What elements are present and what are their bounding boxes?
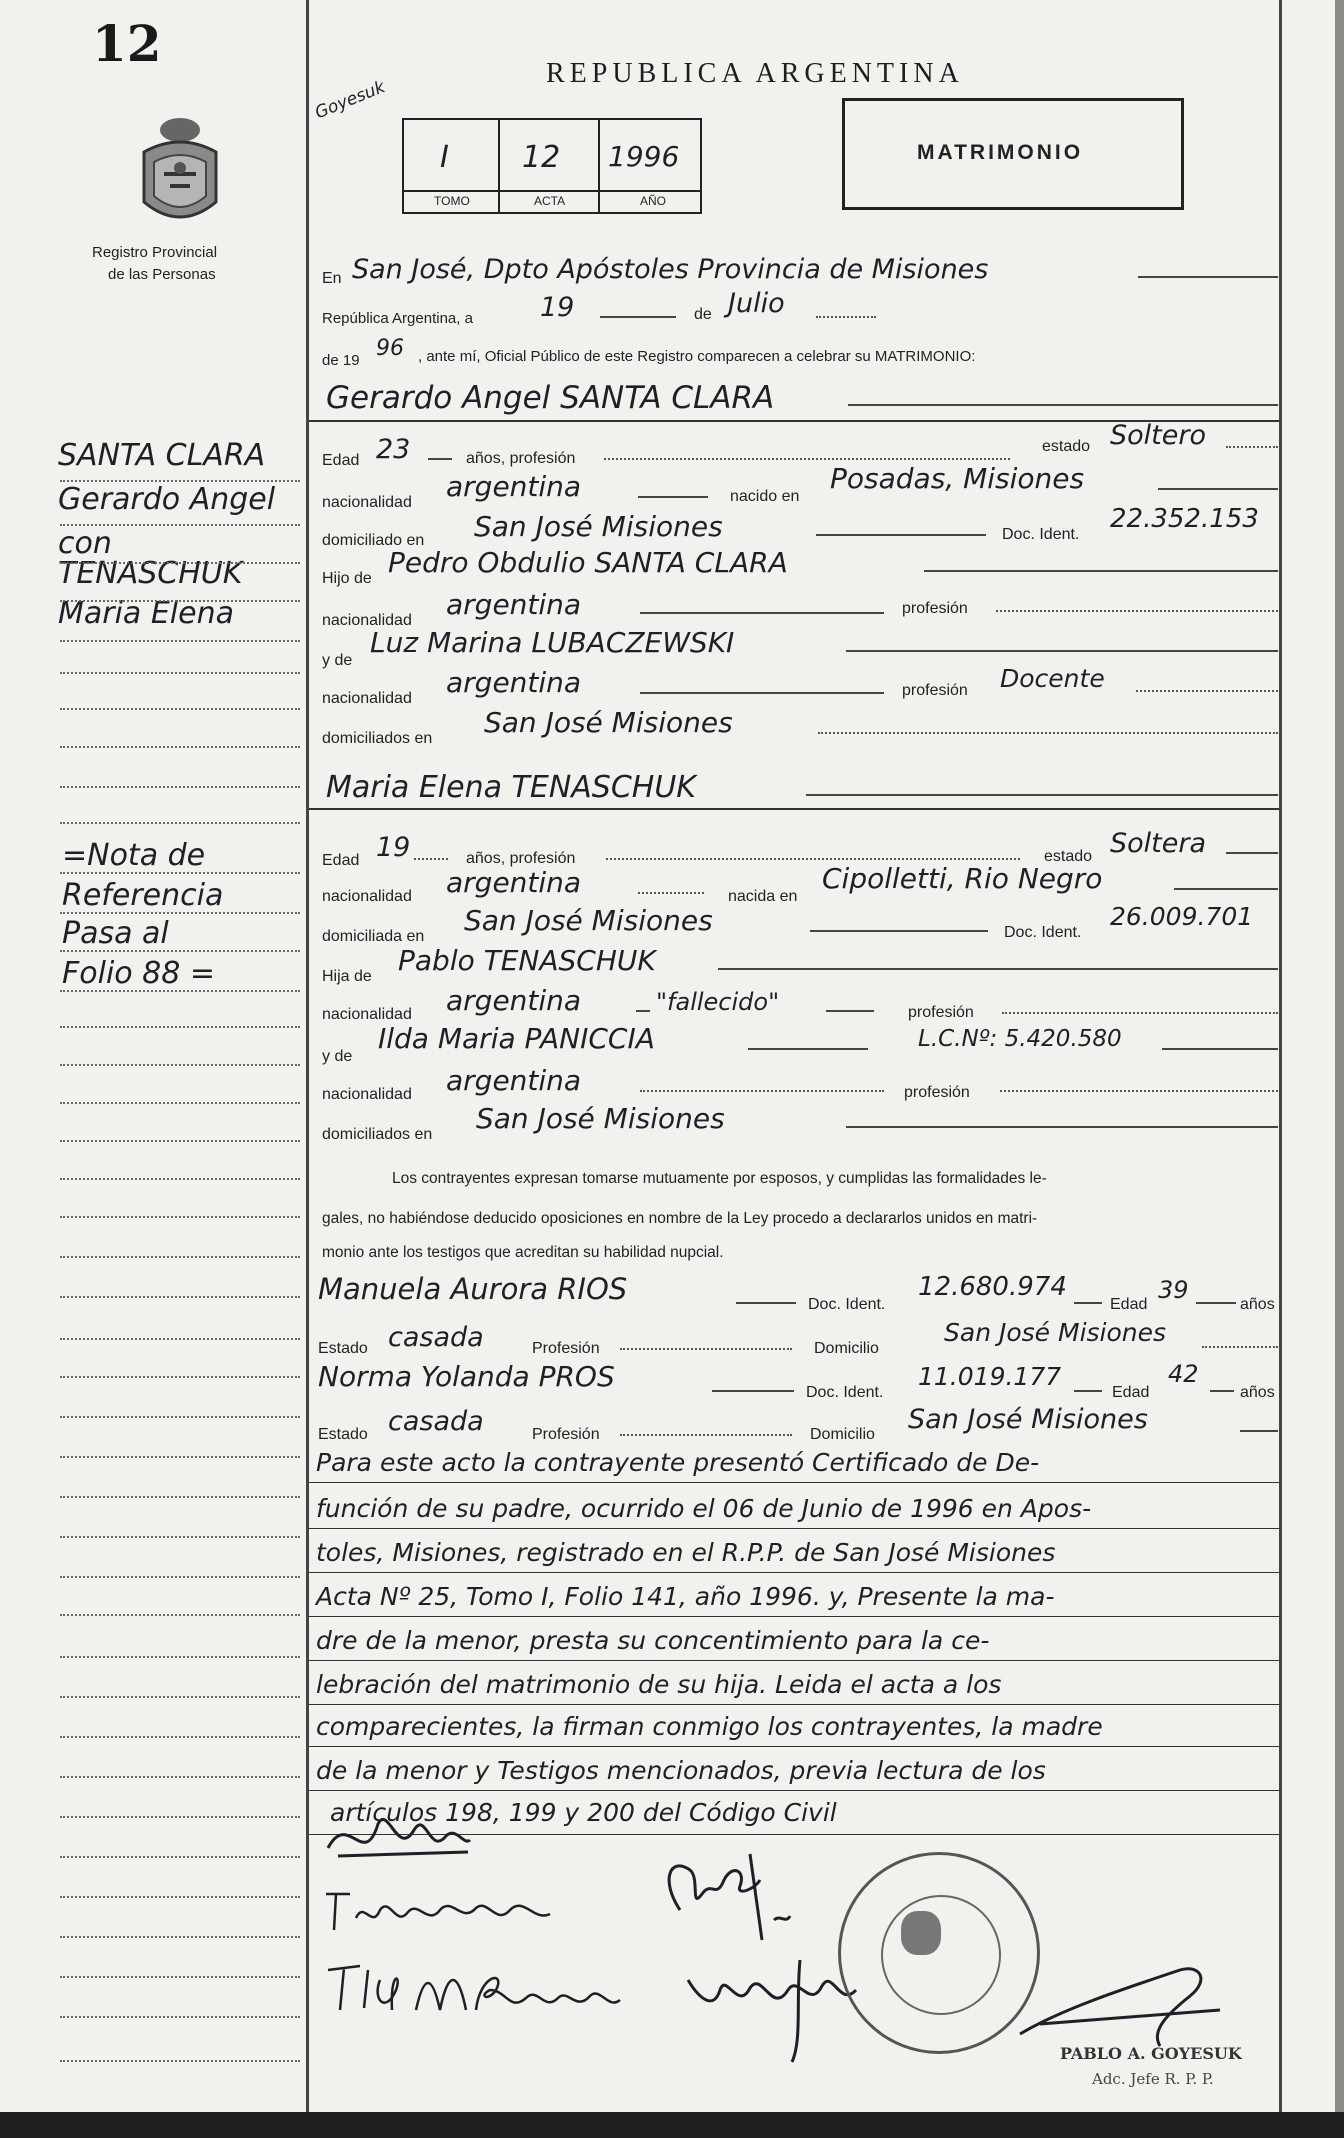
act-type-box — [842, 98, 1184, 210]
groom-name-fill — [848, 404, 1278, 406]
witness-1-domicile: San José Misiones — [944, 1318, 1167, 1347]
margin-dotted-line — [60, 480, 300, 482]
margin-reference-line: =Nota de — [62, 838, 206, 873]
margin-dotted-line — [60, 1776, 300, 1778]
margin-dotted-line — [60, 708, 300, 710]
groom-parents-domicile-dotted — [818, 732, 1278, 734]
groom-mother-profession: Docente — [1000, 664, 1105, 693]
signature-bride — [320, 1880, 560, 1940]
domiciliados-en-label: domiciliados en — [322, 730, 433, 747]
bride-name: Maria Elena TENASCHUK — [326, 770, 696, 805]
bride-divider — [309, 808, 1279, 810]
margin-note-line: Gerardo Angel — [58, 482, 276, 517]
estado-label: Estado — [318, 1340, 368, 1357]
margin-dotted-line — [60, 524, 300, 526]
bride-name-fill — [806, 794, 1278, 796]
margin-dotted-line — [60, 1496, 300, 1498]
nacionalidad-label: nacionalidad — [322, 690, 412, 707]
handwritten-registrar-name: Goyesuk — [312, 77, 388, 124]
domiciliada-en-label: domiciliada en — [322, 928, 425, 945]
nacido-en-label: nacido en — [730, 488, 800, 505]
left-margin-rule — [306, 0, 309, 2112]
anos-profesion-label: años, profesión — [466, 850, 576, 867]
groom-father-nationality: argentina — [446, 588, 582, 621]
profesion-label: Profesión — [532, 1426, 600, 1443]
margin-dotted-line — [60, 600, 300, 602]
groom-nationality-fill — [638, 496, 708, 498]
month-dotted-line — [816, 316, 876, 318]
witness-1-name: Manuela Aurora RIOS — [318, 1272, 628, 1306]
notes-rule — [309, 1790, 1279, 1791]
declaration-line: gales, no habiéndose deducido oposiciones en nombre de la Ley procedo a declararlos unidos en matri- — [322, 1210, 1038, 1227]
doc-ident-label: Doc. Ident. — [1004, 924, 1082, 941]
margin-note-line: TENASCHUK — [58, 556, 243, 591]
bride-father-nationality-dash — [636, 1010, 650, 1012]
notes-rule — [309, 1746, 1279, 1747]
y-de-label: y de — [322, 1048, 353, 1065]
margin-dotted-line — [60, 1256, 300, 1258]
bride-profession-dotted — [606, 858, 1020, 860]
anos-profesion-label: años, profesión — [466, 450, 576, 467]
edad-label: Edad — [322, 852, 360, 869]
margin-dotted-line — [60, 1736, 300, 1738]
nacionalidad-label: nacionalidad — [322, 1086, 412, 1103]
bride-father-note: "fallecido" — [656, 988, 780, 1016]
nacionalidad-label: nacionalidad — [322, 1006, 412, 1023]
groom-father-profession-dotted — [996, 610, 1278, 612]
nacida-en-label: nacida en — [728, 888, 798, 905]
witness-2-profession-dotted — [620, 1434, 792, 1436]
margin-dotted-line — [60, 1576, 300, 1578]
notes-rule — [309, 1660, 1279, 1661]
edad-label: Edad — [322, 452, 360, 469]
margin-dotted-line — [60, 1216, 300, 1218]
registry-name-line2: de las Personas — [108, 266, 216, 283]
notes-line: de la menor y Testigos mencionados, previa lectura de los — [316, 1756, 1046, 1785]
signature-bride-mother — [320, 1950, 640, 2030]
margin-dotted-line — [60, 746, 300, 748]
registry-name-line1: Registro Provincial — [92, 244, 218, 261]
groom-mother-nationality-fill — [640, 692, 884, 694]
nacionalidad-label: nacionalidad — [322, 494, 412, 511]
groom-nationality: argentina — [446, 470, 582, 503]
year-prefix: de 19 — [322, 352, 360, 369]
groom-status-dotted — [1226, 446, 1278, 448]
groom-mother: Luz Marina LUBACZEWSKI — [370, 626, 735, 659]
notes-line: Para este acto la contrayente presentó Certificado de De- — [316, 1448, 1040, 1477]
official-name: PABLO A. GOYESUK — [1060, 2044, 1242, 2063]
bride-mother-lc-fill — [1162, 1048, 1278, 1050]
domiciliado-en-label: domiciliado en — [322, 532, 425, 549]
bride-status-fill — [1226, 852, 1278, 854]
anos-label: años — [1240, 1384, 1275, 1401]
bride-birthplace: Cipolletti, Rio Negro — [822, 862, 1103, 895]
notes-line: lebración del matrimonio de su hija. Leida el acta a los — [316, 1670, 1002, 1699]
witness-2-status: casada — [388, 1406, 484, 1437]
margin-dotted-line — [60, 990, 300, 992]
groom-domicile: San José Misiones — [474, 510, 723, 543]
notes-rule — [309, 1528, 1279, 1529]
day-fill-line — [600, 316, 676, 318]
edad-label: Edad — [1112, 1384, 1150, 1401]
notes-rule — [309, 1482, 1279, 1483]
margin-dotted-line — [60, 1936, 300, 1938]
bride-doc: 26.009.701 — [1110, 902, 1254, 931]
margin-dotted-line — [60, 1614, 300, 1616]
notes-line: Acta Nº 25, Tomo I, Folio 141, año 1996. y, Presente la ma- — [316, 1582, 1055, 1611]
y-de-label: y de — [322, 652, 353, 669]
groom-age: 23 — [376, 434, 411, 465]
witness-2-name: Norma Yolanda PROS — [318, 1360, 615, 1393]
en-label: En — [322, 270, 342, 287]
margin-dotted-line — [60, 1026, 300, 1028]
year-suffix: 96 — [376, 336, 404, 361]
groom-father: Pedro Obdulio SANTA CLARA — [388, 546, 788, 579]
bride-mother-lc: L.C.Nº: 5.420.580 — [918, 1026, 1122, 1052]
bride-birthplace-fill — [1174, 888, 1278, 890]
groom-mother-profession-dotted — [1136, 690, 1278, 692]
witness-1-domicile-dotted — [1202, 1346, 1278, 1348]
witness-2-domicile-fill — [1240, 1430, 1278, 1432]
right-margin-rule — [1279, 0, 1282, 2112]
bride-nationality-dotted — [638, 892, 704, 894]
witness-1-profession-dotted — [620, 1348, 792, 1350]
declaration-line: Los contrayentes expresan tomarse mutuamente por esposos, y cumplidas las formalidades le- — [392, 1170, 1047, 1187]
witness-1-age: 39 — [1158, 1276, 1189, 1304]
witness-2-domicile: San José Misiones — [908, 1404, 1148, 1435]
bride-domicile: San José Misiones — [464, 904, 713, 937]
margin-dotted-line — [60, 1376, 300, 1378]
witness-1-doc-fill — [1074, 1302, 1102, 1304]
bride-parents-domicile: San José Misiones — [476, 1102, 725, 1135]
republica-label: República Argentina, a — [322, 310, 473, 327]
margin-dotted-line — [60, 912, 300, 914]
margin-dotted-line — [60, 950, 300, 952]
margin-reference-line: Referencia — [62, 878, 224, 913]
official-seal-icon — [838, 1852, 1040, 2054]
bride-mother-fill — [748, 1048, 868, 1050]
coat-of-arms-icon — [130, 112, 230, 232]
witness-1-status: casada — [388, 1322, 484, 1353]
margin-dotted-line — [60, 1536, 300, 1538]
acta-label: ACTA — [534, 194, 566, 208]
groom-doc: 22.352.153 — [1110, 504, 1259, 534]
groom-birthplace: Posadas, Misiones — [830, 462, 1085, 495]
declaration-line: monio ante los testigos que acreditan su habilidad nupcial. — [322, 1244, 724, 1261]
bride-father-nationality: argentina — [446, 984, 582, 1017]
groom-father-nationality-fill — [640, 612, 884, 614]
margin-dotted-line — [60, 1656, 300, 1658]
official-title: Adc. Jefe R. P. P. — [1092, 2070, 1214, 2088]
margin-dotted-line — [60, 1816, 300, 1818]
place-fill-line — [1138, 276, 1278, 278]
margin-dotted-line — [60, 1896, 300, 1898]
signature-groom — [318, 1800, 478, 1870]
groom-profession-dotted — [604, 458, 1010, 460]
tomo-acta-ano-box — [402, 118, 702, 214]
page-number: 12 — [92, 14, 162, 73]
act-type: MATRIMONIO — [917, 141, 1084, 164]
notes-line: dre de la menor, presta su concentimiento para la ce- — [316, 1626, 990, 1655]
groom-mother-nationality: argentina — [446, 666, 582, 699]
margin-dotted-line — [60, 1064, 300, 1066]
margin-dotted-line — [60, 872, 300, 874]
tomo-label: TOMO — [434, 194, 470, 208]
signature-witness-1 — [650, 1850, 810, 1950]
bride-father-fill — [718, 968, 1278, 970]
witness-2-doc-fill — [1074, 1390, 1102, 1392]
margin-dotted-line — [60, 1976, 300, 1978]
margin-dotted-line — [60, 2060, 300, 2062]
groom-mother-fill — [846, 650, 1278, 652]
notes-line: toles, Misiones, registrado en el R.P.P. de San José Misiones — [316, 1538, 1056, 1567]
notes-line: comparecientes, la firman conmigo los contrayentes, la madre — [316, 1712, 1103, 1741]
profesion-label: profesión — [904, 1084, 970, 1101]
domiciliados-en-label: domiciliados en — [322, 1126, 433, 1143]
nacionalidad-label: nacionalidad — [322, 888, 412, 905]
margin-dotted-line — [60, 562, 300, 564]
doc-ident-label: Doc. Ident. — [806, 1384, 884, 1401]
bride-mother: Ilda Maria PANICCIA — [378, 1022, 655, 1055]
domicilio-label: Domicilio — [814, 1340, 879, 1357]
witness-2-age-fill — [1210, 1390, 1234, 1392]
witness-1-doc: 12.680.974 — [918, 1272, 1067, 1302]
bride-father-profession-dotted — [1002, 1012, 1278, 1014]
ano-label: AÑO — [640, 194, 667, 208]
domicilio-label: Domicilio — [810, 1426, 875, 1443]
margin-dotted-line — [60, 1102, 300, 1104]
margin-dotted-line — [60, 1416, 300, 1418]
bride-father: Pablo TENASCHUK — [398, 944, 656, 977]
bride-mother-nationality-dotted — [640, 1090, 884, 1092]
profesion-label: profesión — [908, 1004, 974, 1021]
bride-marital-status: Soltera — [1110, 828, 1207, 859]
day-value: 19 — [540, 292, 575, 323]
margin-dotted-line — [60, 786, 300, 788]
bride-age: 19 — [376, 832, 411, 863]
witness-2-doc: 11.019.177 — [918, 1362, 1062, 1391]
margin-reference-line: Folio 88 = — [62, 956, 216, 991]
margin-note-line: con — [58, 526, 112, 561]
tomo-value: I — [440, 140, 449, 175]
bride-age-dotted — [414, 858, 448, 860]
profesion-label: profesión — [902, 682, 968, 699]
estado-label: Estado — [318, 1426, 368, 1443]
ano-value: 1996 — [608, 140, 680, 173]
groom-age-fill — [428, 458, 452, 460]
margin-dotted-line — [60, 1856, 300, 1858]
bride-father-note-fill — [826, 1010, 874, 1012]
notes-line: función de su padre, ocurrido el 06 de Junio de 1996 en Apos- — [316, 1494, 1092, 1523]
margin-dotted-line — [60, 1696, 300, 1698]
margin-dotted-line — [60, 1140, 300, 1142]
witness-1-age-fill — [1196, 1302, 1236, 1304]
groom-parents-domicile: San José Misiones — [484, 706, 733, 739]
margin-dotted-line — [60, 640, 300, 642]
witness-1-name-fill — [736, 1302, 796, 1304]
scan-bottom-edge — [0, 2112, 1344, 2138]
edad-label: Edad — [1110, 1296, 1148, 1313]
groom-marital-status: Soltero — [1110, 420, 1206, 451]
bride-mother-nationality: argentina — [446, 1064, 582, 1097]
place-value: San José, Dpto Apóstoles Provincia de Misiones — [352, 254, 989, 285]
acta-value: 12 — [522, 140, 561, 175]
bride-mother-profession-dotted — [1000, 1090, 1278, 1092]
hija-de-label: Hija de — [322, 968, 372, 985]
notes-line: artículos 198, 199 y 200 del Código Civil — [330, 1798, 837, 1827]
margin-dotted-line — [60, 1178, 300, 1180]
notes-rule — [309, 1704, 1279, 1705]
witness-2-name-fill — [712, 1390, 794, 1392]
bride-domicile-fill — [810, 930, 988, 932]
notes-rule — [309, 1572, 1279, 1573]
doc-ident-label: Doc. Ident. — [808, 1296, 886, 1313]
groom-birthplace-fill — [1158, 488, 1278, 490]
groom-father-fill — [924, 570, 1278, 572]
intro-statement: , ante mí, Oficial Público de este Registro comparecen a celebrar su MATRIMONIO: — [418, 348, 976, 365]
country-title: REPUBLICA ARGENTINA — [546, 58, 964, 89]
bride-nationality: argentina — [446, 866, 582, 899]
margin-note-line: Maria Elena — [58, 596, 235, 631]
bride-parents-domicile-fill — [846, 1126, 1278, 1128]
margin-reference-line: Pasa al — [62, 916, 169, 951]
margin-dotted-line — [60, 822, 300, 824]
margin-dotted-line — [60, 672, 300, 674]
month-value: Julio — [728, 288, 785, 319]
notes-rule — [309, 1616, 1279, 1617]
estado-label: estado — [1042, 438, 1091, 455]
witness-2-age: 42 — [1168, 1360, 1199, 1388]
margin-dotted-line — [60, 1456, 300, 1458]
de-label: de — [694, 306, 712, 323]
doc-ident-label: Doc. Ident. — [1002, 526, 1080, 543]
groom-domicile-fill — [816, 534, 986, 536]
hijo-de-label: Hijo de — [322, 570, 372, 587]
profesion-label: profesión — [902, 600, 968, 617]
margin-note-line: SANTA CLARA — [58, 438, 266, 473]
margin-dotted-line — [60, 2016, 300, 2018]
groom-name: Gerardo Angel SANTA CLARA — [326, 380, 775, 416]
margin-dotted-line — [60, 1338, 300, 1340]
nacionalidad-label: nacionalidad — [322, 612, 412, 629]
anos-label: años — [1240, 1296, 1275, 1313]
margin-dotted-line — [60, 1296, 300, 1298]
profesion-label: Profesión — [532, 1340, 600, 1357]
estado-label: estado — [1044, 848, 1093, 865]
